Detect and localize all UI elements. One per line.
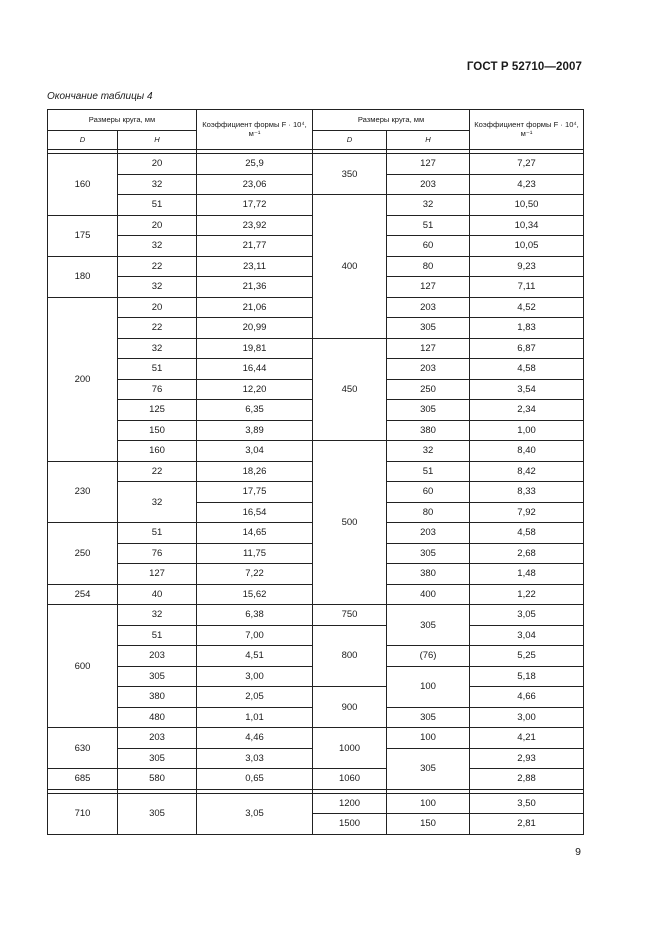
- cell-F: 2,93: [470, 748, 584, 769]
- cell-F: 23,06: [197, 174, 313, 195]
- cell-F: 9,23: [470, 256, 584, 277]
- cell-F: 3,00: [470, 707, 584, 728]
- table-row: [48, 441, 584, 462]
- cell-F: 4,23: [470, 174, 584, 195]
- header-H-right: H: [387, 131, 470, 150]
- cell-F: 1,83: [470, 318, 584, 339]
- cell-H: 400: [387, 584, 470, 605]
- cell-F: 2,88: [470, 769, 584, 790]
- header-D-left: D: [48, 131, 118, 150]
- cell-D: 175: [48, 215, 118, 256]
- cell-F: 3,04: [197, 441, 313, 462]
- cell-H: 305: [118, 748, 197, 769]
- cell-F: 8,33: [470, 482, 584, 503]
- cell-H: 51: [387, 461, 470, 482]
- cell-F: 6,87: [470, 338, 584, 359]
- cell-H: 20: [118, 297, 197, 318]
- table-row: [48, 728, 584, 749]
- cell-H: 305: [118, 793, 197, 834]
- cell-H: 203: [387, 359, 470, 380]
- cell-F: 20,99: [197, 318, 313, 339]
- cell-F: 3,89: [197, 420, 313, 441]
- cell-F: 10,50: [470, 195, 584, 216]
- cell-D: 230: [48, 461, 118, 523]
- cell-F: 3,54: [470, 379, 584, 400]
- cell-F: 2,34: [470, 400, 584, 421]
- cell-H: 20: [118, 215, 197, 236]
- cell-F: 10,34: [470, 215, 584, 236]
- cell-F: 3,00: [197, 666, 313, 687]
- cell-F: 16,54: [197, 502, 313, 523]
- cell-H: 305: [387, 543, 470, 564]
- cell-F: 1,01: [197, 707, 313, 728]
- cell-F: 4,66: [470, 687, 584, 708]
- cell-D: 160: [48, 154, 118, 216]
- cell-H: 20: [118, 154, 197, 175]
- cell-H: 480: [118, 707, 197, 728]
- cell-H: 32: [118, 605, 197, 626]
- cell-H: 32: [118, 338, 197, 359]
- cell-D: 500: [313, 441, 387, 605]
- cell-F: 23,11: [197, 256, 313, 277]
- cell-H: 76: [118, 379, 197, 400]
- cell-F: 7,22: [197, 564, 313, 585]
- cell-F: 0,65: [197, 769, 313, 790]
- cell-F: 14,65: [197, 523, 313, 544]
- cell-F: 1,48: [470, 564, 584, 585]
- cell-F: 23,92: [197, 215, 313, 236]
- cell-H: 60: [387, 482, 470, 503]
- cell-H: 305: [387, 400, 470, 421]
- header-shape-coef-right: Коэффициент формы F · 10⁴, м⁻¹: [470, 110, 584, 150]
- cell-D: 350: [313, 154, 387, 195]
- cell-H: 305: [387, 318, 470, 339]
- cell-H: 80: [387, 256, 470, 277]
- cell-H: 40: [118, 584, 197, 605]
- cell-F: 16,44: [197, 359, 313, 380]
- cell-F: 7,11: [470, 277, 584, 298]
- cell-F: 3,03: [197, 748, 313, 769]
- cell-H: 51: [118, 523, 197, 544]
- cell-H: 51: [118, 625, 197, 646]
- cell-D: 710: [48, 793, 118, 834]
- cell-D: 750: [313, 605, 387, 626]
- table-row: [48, 687, 584, 708]
- cell-F: 7,00: [197, 625, 313, 646]
- cell-H: 203: [118, 728, 197, 749]
- cell-H: 305: [387, 605, 470, 646]
- cell-D: 1060: [313, 769, 387, 790]
- cell-F: 8,42: [470, 461, 584, 482]
- cell-F: 8,40: [470, 441, 584, 462]
- table-row: [48, 605, 584, 626]
- cell-D: 1200: [313, 793, 387, 814]
- cell-F: 15,62: [197, 584, 313, 605]
- cell-D: 800: [313, 625, 387, 687]
- cell-H: 32: [118, 236, 197, 257]
- cell-H: 203: [118, 646, 197, 667]
- header-H-left: H: [118, 131, 197, 150]
- cell-H: 80: [387, 502, 470, 523]
- table-row: [48, 154, 584, 175]
- cell-H: 150: [387, 814, 470, 835]
- cell-F: 7,27: [470, 154, 584, 175]
- cell-F: 21,77: [197, 236, 313, 257]
- cell-H: 32: [118, 174, 197, 195]
- cell-D: 180: [48, 256, 118, 297]
- cell-D: 600: [48, 605, 118, 728]
- cell-H: 22: [118, 461, 197, 482]
- cell-F: 7,92: [470, 502, 584, 523]
- cell-D: 400: [313, 195, 387, 339]
- cell-D: 685: [48, 769, 118, 790]
- cell-F: 4,58: [470, 359, 584, 380]
- cell-H: 32: [118, 482, 197, 523]
- header-D-right: D: [313, 131, 387, 150]
- cell-F: 3,05: [470, 605, 584, 626]
- header-circle-dims-left: Размеры круга, мм: [48, 110, 197, 131]
- cell-F: 4,51: [197, 646, 313, 667]
- cell-H: 51: [118, 195, 197, 216]
- cell-F: 18,26: [197, 461, 313, 482]
- cell-F: 6,35: [197, 400, 313, 421]
- header-shape-coef-left: Коэффициент формы F · 10⁴, м⁻¹: [197, 110, 313, 150]
- document-code: ГОСТ Р 52710—2007: [466, 61, 582, 73]
- cell-H: 125: [118, 400, 197, 421]
- cell-F: 21,36: [197, 277, 313, 298]
- page-number: 9: [575, 846, 581, 858]
- cell-H: 76: [118, 543, 197, 564]
- cell-D: 200: [48, 297, 118, 461]
- cell-F: 12,20: [197, 379, 313, 400]
- cell-F: 17,75: [197, 482, 313, 503]
- cell-H: 51: [118, 359, 197, 380]
- cell-H: 160: [118, 441, 197, 462]
- cell-D: 254: [48, 584, 118, 605]
- cell-F: 2,68: [470, 543, 584, 564]
- cell-H: 250: [387, 379, 470, 400]
- cell-H: 22: [118, 318, 197, 339]
- cell-D: 630: [48, 728, 118, 769]
- cell-H: 32: [387, 441, 470, 462]
- cell-H: 51: [387, 215, 470, 236]
- header-circle-dims-right: Размеры круга, мм: [313, 110, 470, 131]
- cell-H: (76): [387, 646, 470, 667]
- cell-H: 60: [387, 236, 470, 257]
- cell-H: 127: [387, 338, 470, 359]
- cell-F: 6,38: [197, 605, 313, 626]
- cell-H: 580: [118, 769, 197, 790]
- cell-F: 4,46: [197, 728, 313, 749]
- cell-H: 305: [387, 748, 470, 789]
- cell-D: 450: [313, 338, 387, 441]
- cell-F: 17,72: [197, 195, 313, 216]
- cell-H: 305: [118, 666, 197, 687]
- cell-F: 4,52: [470, 297, 584, 318]
- cell-F: 1,00: [470, 420, 584, 441]
- table-row: [48, 769, 584, 790]
- cell-F: 4,21: [470, 728, 584, 749]
- cell-H: 380: [387, 420, 470, 441]
- cell-H: 32: [387, 195, 470, 216]
- cell-F: 1,22: [470, 584, 584, 605]
- cell-H: 380: [118, 687, 197, 708]
- cell-F: 3,50: [470, 793, 584, 814]
- cell-H: 203: [387, 297, 470, 318]
- cell-H: 203: [387, 174, 470, 195]
- cell-F: 5,25: [470, 646, 584, 667]
- cell-F: 3,04: [470, 625, 584, 646]
- cell-D: 250: [48, 523, 118, 585]
- shape-coefficient-table: [47, 109, 584, 835]
- cell-D: 900: [313, 687, 387, 728]
- cell-F: 3,05: [197, 793, 313, 834]
- cell-F: 2,05: [197, 687, 313, 708]
- cell-F: 21,06: [197, 297, 313, 318]
- cell-H: 32: [118, 277, 197, 298]
- cell-F: 11,75: [197, 543, 313, 564]
- cell-H: 127: [387, 154, 470, 175]
- cell-F: 5,18: [470, 666, 584, 687]
- cell-F: 2,81: [470, 814, 584, 835]
- cell-H: 100: [387, 666, 470, 707]
- cell-D: 1000: [313, 728, 387, 769]
- cell-H: 203: [387, 523, 470, 544]
- cell-H: 100: [387, 793, 470, 814]
- cell-F: 25,9: [197, 154, 313, 175]
- table-row: [48, 338, 584, 359]
- table-row: [48, 195, 584, 216]
- cell-D: 1500: [313, 814, 387, 835]
- table-row: [48, 793, 584, 814]
- cell-H: 127: [387, 277, 470, 298]
- cell-H: 100: [387, 728, 470, 749]
- cell-F: 10,05: [470, 236, 584, 257]
- cell-H: 22: [118, 256, 197, 277]
- cell-H: 305: [387, 707, 470, 728]
- cell-H: 380: [387, 564, 470, 585]
- cell-H: 150: [118, 420, 197, 441]
- cell-F: 19,81: [197, 338, 313, 359]
- cell-H: 127: [118, 564, 197, 585]
- table-caption: Окончание таблицы 4: [47, 91, 153, 102]
- table-row: [48, 625, 584, 646]
- cell-F: 4,58: [470, 523, 584, 544]
